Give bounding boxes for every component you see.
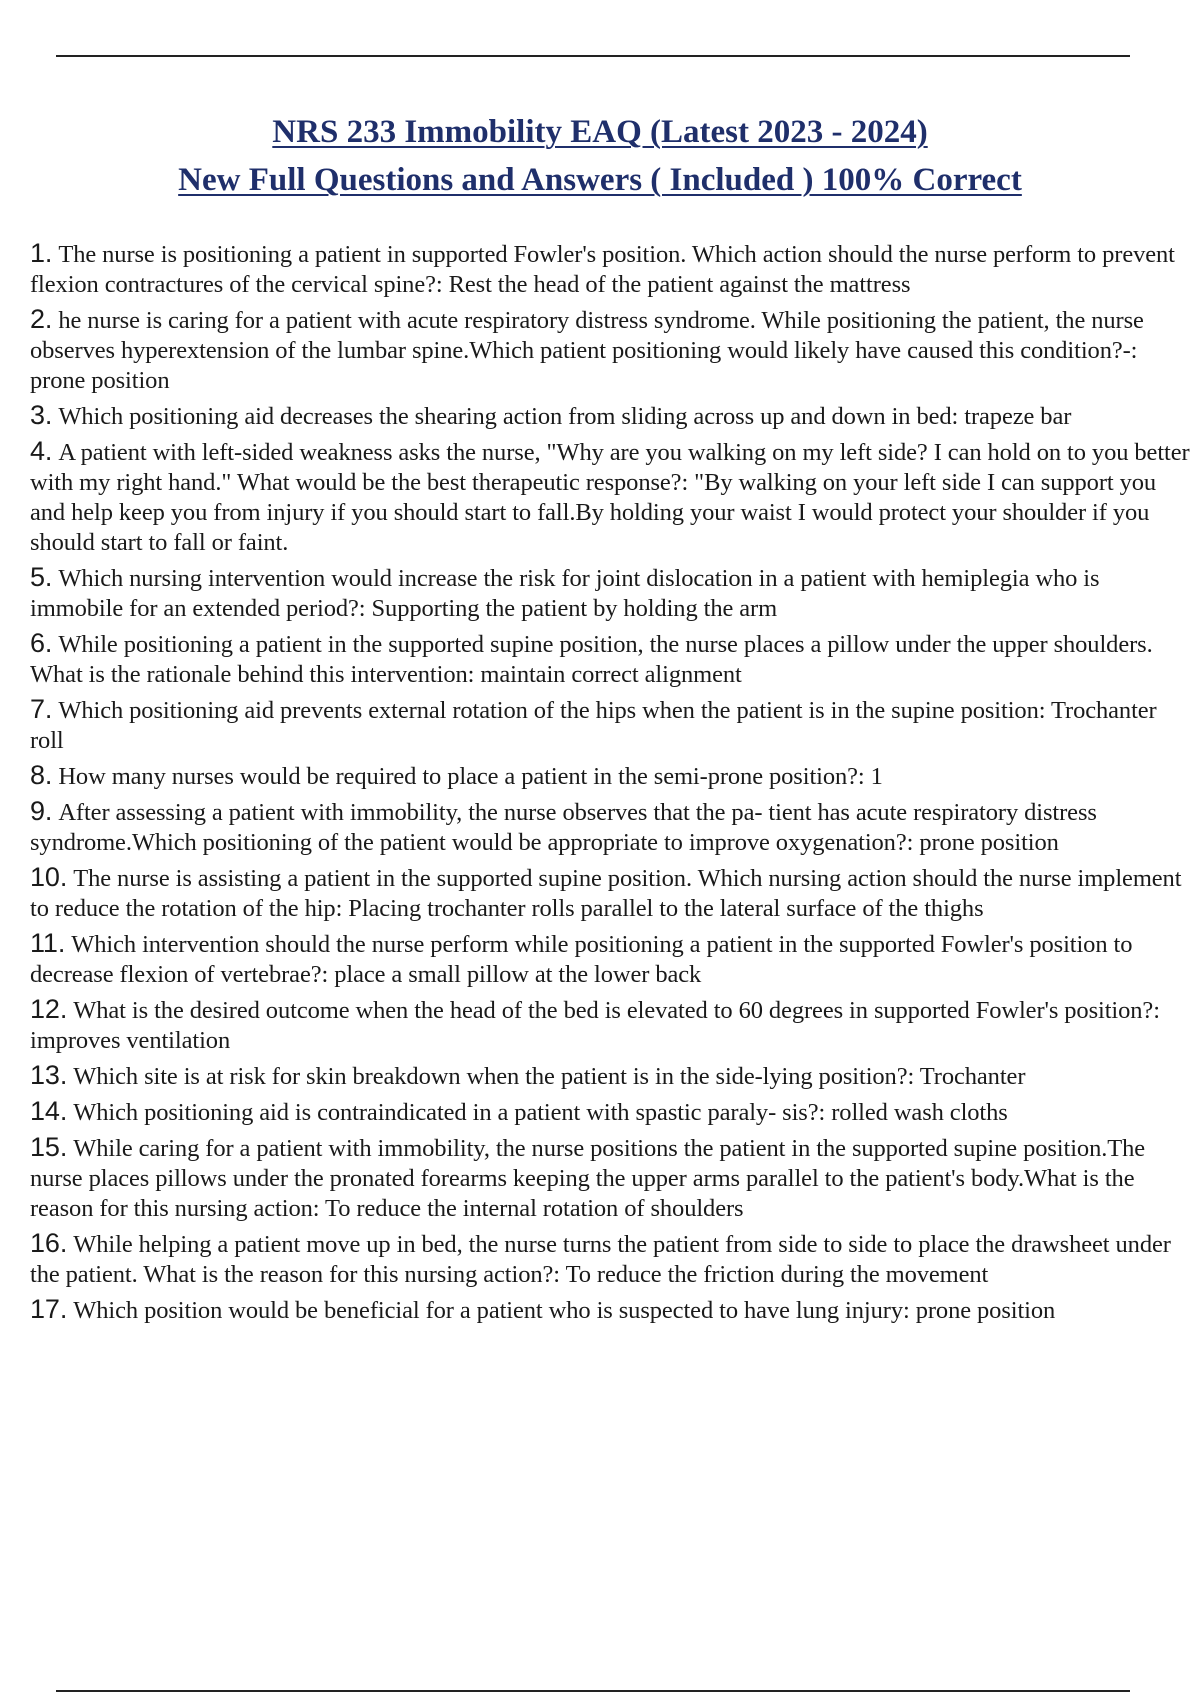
question-item-17 (30, 1294, 1192, 1326)
question-number: 3. (30, 400, 53, 430)
question-item-1 (30, 238, 1192, 300)
question-number: 11. (30, 928, 66, 958)
question-text: While caring for a patient with immobility, the nurse positions the patient in the supported supine position.The nurse places pillows under the pronated forearms keeping the upper arms parallel to the patient's body.What is the reason for this nursing action: To reduce the internal rotation of shoulders (30, 1135, 1146, 1222)
question-text: Which positioning aid is contraindicated in a patient with spastic paraly- sis?: rolled wash cloths (73, 1099, 1008, 1126)
document-title (0, 108, 1200, 204)
question-number: 16. (30, 1228, 68, 1258)
question-text: Which positioning aid decreases the shearing action from sliding across up and down in bed: trapeze bar (58, 403, 1072, 430)
question-text: Which positioning aid prevents external rotation of the hips when the patient is in the supine position: Trochanter roll (30, 697, 1157, 754)
top-divider (56, 55, 1130, 57)
question-text: The nurse is positioning a patient in supported Fowler's position. Which action should the nurse perform to prevent flexion contractures of the cervical spine?: Rest the head of the patient against the mattress (30, 241, 1175, 298)
question-number: 10. (30, 862, 68, 892)
question-item-12 (30, 994, 1192, 1056)
question-text: A patient with left-sided weakness asks the nurse, "Why are you walking on my left side? I can hold on to you better with my right hand." What would be the best therapeutic response?: "By walking on your left side I can support you and help keep you from injury if you should start to fall.By holding your waist I would protect your shoulder if you should start to fall or faint. (30, 439, 1190, 556)
bottom-divider (56, 1690, 1130, 1692)
question-number: 17. (30, 1294, 68, 1324)
question-number: 9. (30, 796, 53, 826)
question-number: 13. (30, 1060, 68, 1090)
question-item-15 (30, 1132, 1192, 1224)
question-item-9 (30, 796, 1192, 858)
title-line-2: New Full Questions and Answers ( Included ) 100% Correct (178, 162, 1022, 198)
question-text: How many nurses would be required to place a patient in the semi-prone position?: 1 (58, 763, 883, 790)
question-list (30, 238, 1192, 1330)
question-item-2 (30, 304, 1192, 396)
question-number: 15. (30, 1132, 68, 1162)
question-number: 12. (30, 994, 68, 1024)
question-text: Which nursing intervention would increase the risk for joint dislocation in a patient with hemiplegia who is immobile for an extended period?: Supporting the patient by holding the arm (30, 565, 1100, 622)
question-item-5 (30, 562, 1192, 624)
question-text: The nurse is assisting a patient in the supported supine position. Which nursing action should the nurse implement to reduce the rotation of the hip: Placing trochanter rolls parallel to the lateral surface of the thighs (30, 865, 1182, 922)
question-item-10 (30, 862, 1192, 924)
question-item-8 (30, 760, 1192, 792)
question-text: While helping a patient move up in bed, the nurse turns the patient from side to side to place the drawsheet under the patient. What is the reason for this nursing action?: To reduce the friction during the movement (30, 1231, 1171, 1288)
question-text: What is the desired outcome when the head of the bed is elevated to 60 degrees in supported Fowler's position?: improves ventilation (30, 997, 1160, 1054)
question-number: 1. (30, 238, 53, 268)
question-item-3 (30, 400, 1192, 432)
question-number: 14. (30, 1096, 68, 1126)
question-text: Which intervention should the nurse perform while positioning a patient in the supported Fowler's position to decrease flexion of vertebrae?: place a small pillow at the lower back (30, 931, 1133, 988)
question-number: 4. (30, 436, 53, 466)
question-number: 2. (30, 304, 53, 334)
question-text: he nurse is caring for a patient with acute respiratory distress syndrome. While positioning the patient, the nurse observes hyperextension of the lumbar spine.Which patient positioning would likely have caused this condition?-: prone position (30, 307, 1144, 394)
question-item-14 (30, 1096, 1192, 1128)
question-text: While positioning a patient in the supported supine position, the nurse places a pillow under the upper shoulders. What is the rationale behind this intervention: maintain correct alignment (30, 631, 1153, 688)
question-item-16 (30, 1228, 1192, 1290)
question-text: After assessing a patient with immobility, the nurse observes that the pa- tient has acute respiratory distress syndrome.Which positioning of the patient would be appropriate to improve oxygenation?: prone position (30, 799, 1097, 856)
question-item-6 (30, 628, 1192, 690)
question-item-11 (30, 928, 1192, 990)
question-item-4 (30, 436, 1192, 558)
question-item-7 (30, 694, 1192, 756)
question-number: 6. (30, 628, 53, 658)
title-line-1: NRS 233 Immobility EAQ (Latest 2023 - 2024) (272, 114, 928, 150)
question-text: Which site is at risk for skin breakdown when the patient is in the side-lying position?: Trochanter (73, 1063, 1026, 1090)
question-number: 5. (30, 562, 53, 592)
question-item-13 (30, 1060, 1192, 1092)
question-text: Which position would be beneficial for a patient who is suspected to have lung injury: prone position (73, 1297, 1056, 1324)
question-number: 7. (30, 694, 53, 724)
question-number: 8. (30, 760, 53, 790)
